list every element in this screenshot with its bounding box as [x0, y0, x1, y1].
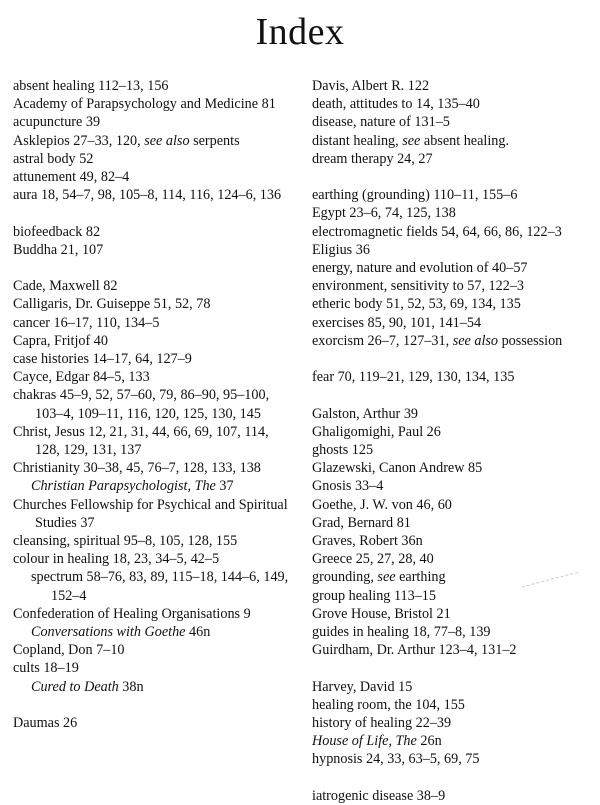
index-entry-title: Cured to Death: [31, 678, 119, 695]
index-entry: [312, 368, 597, 386]
index-entry: [312, 459, 597, 477]
index-entry-text: fear 70, 119–21, 129, 130, 134, 135: [312, 369, 515, 386]
index-cross-reference-target: earthing: [395, 569, 446, 586]
index-entry: [312, 150, 597, 168]
index-entry-text: 37: [215, 478, 234, 495]
index-entry: [13, 459, 295, 477]
index-entry-text: colour in healing 18, 23, 34–5, 42–5: [13, 551, 220, 568]
index-entry: [312, 204, 597, 222]
index-entry-text: distant healing,: [312, 132, 403, 149]
index-entry: [13, 295, 295, 313]
index-entry-text: 38n: [118, 678, 144, 695]
index-entry: [312, 641, 597, 659]
index-entry: [312, 277, 597, 295]
index-entry: [13, 568, 295, 604]
index-entry-text: Davis, Albert R. 122: [312, 78, 430, 94]
index-cross-reference: see: [402, 132, 421, 149]
index-entry-text: Cayce, Edgar 84–5, 133: [13, 369, 150, 386]
index-entry-text: cults 18–19: [13, 660, 79, 677]
index-entry-text: iatrogenic disease 38–9: [312, 787, 446, 804]
index-entry-text: Guirdham, Dr. Arthur 123–4, 131–2: [312, 642, 517, 659]
index-entry: [13, 605, 295, 623]
index-entry-text: 26n: [416, 733, 442, 750]
index-entry-text: Glazewski, Canon Andrew 85: [312, 460, 483, 477]
pencil-mark: [520, 570, 582, 590]
index-entry: [13, 477, 295, 495]
index-entry-text: Egypt 23–6, 74, 125, 138: [312, 205, 456, 222]
index-entry: [312, 132, 597, 150]
index-entry-text: healing room, the 104, 155: [312, 696, 465, 713]
index-entry-text: Grove House, Bristol 21: [312, 605, 451, 622]
index-entry: [312, 732, 597, 750]
index-entry: [13, 77, 295, 95]
index-entry: [312, 113, 597, 131]
index-entry: [13, 714, 295, 732]
index-entry: [13, 95, 295, 113]
index-entry: [312, 405, 597, 423]
index-entry: [312, 678, 597, 696]
index-entry-text: cleansing, spiritual 95–8, 105, 128, 155: [13, 533, 238, 550]
index-entry-text: energy, nature and evolution of 40–57: [312, 260, 528, 277]
index-entry: [13, 659, 295, 677]
index-entry: [13, 350, 295, 368]
index-cross-reference-target: absent healing.: [420, 132, 510, 149]
index-entry: [13, 113, 295, 131]
index-entry-text: attunement 49, 82–4: [13, 169, 130, 186]
index-entry-text: grounding,: [312, 569, 378, 586]
index-cross-reference-target: serpents: [189, 132, 240, 149]
index-entry-text: Grad, Bernard 81: [312, 514, 411, 531]
index-column-right: [312, 77, 597, 805]
index-entry: [13, 277, 295, 295]
index-entry: [13, 368, 295, 386]
index-cross-reference: see also: [452, 332, 499, 349]
index-entry: [312, 223, 597, 241]
index-entry-text: cancer 16–17, 110, 134–5: [13, 314, 160, 331]
index-cross-reference-target: possession: [498, 332, 563, 349]
index-entry-text: case histories 14–17, 64, 127–9: [13, 351, 192, 368]
index-entry-text: disease, nature of 131–5: [312, 114, 450, 131]
index-entry: [13, 550, 295, 568]
index-entry: [312, 550, 597, 568]
index-entry: [312, 77, 597, 95]
index-entry-text: Academy of Parapsychology and Medicine 81: [13, 96, 276, 113]
index-entry-text: exorcism 26–7, 127–31,: [312, 332, 453, 349]
index-entry-text: Asklepios 27–33, 120,: [13, 132, 145, 149]
index-entry: [13, 241, 295, 259]
index-entry: [312, 477, 597, 495]
index-entry: [312, 332, 597, 350]
index-entry-text: aura 18, 54–7, 98, 105–8, 114, 116, 124–6, 136: [13, 187, 282, 204]
index-entry-text: hypnosis 24, 33, 63–5, 69, 75: [312, 751, 480, 768]
index-entry-text: Buddha 21, 107: [13, 241, 104, 258]
index-entry-text: Galston, Arthur 39: [312, 405, 419, 422]
index-entry-text: etheric body 51, 52, 53, 69, 134, 135: [312, 296, 521, 313]
index-entry-text: Calligaris, Dr. Guiseppe 51, 52, 78: [13, 296, 211, 313]
index-entry: [312, 423, 597, 441]
index-entry-text: earthing (grounding) 110–11, 155–6: [312, 187, 518, 204]
index-entry: [312, 95, 597, 113]
index-entry-text: Graves, Robert 36n: [312, 533, 423, 550]
index-entry-text: Daumas 26: [13, 715, 78, 732]
index-entry: [13, 150, 295, 168]
index-entry: [13, 223, 295, 241]
index-entry-title: House of Life, The: [312, 733, 417, 750]
index-entry-text: guides in healing 18, 77–8, 139: [312, 624, 491, 641]
index-entry: [312, 186, 597, 204]
index-entry-text: electromagnetic fields 54, 64, 66, 86, 122–3: [312, 223, 562, 240]
index-entry: [312, 496, 597, 514]
index-entry-text: environment, sensitivity to 57, 122–3: [312, 278, 525, 295]
index-entry: [312, 441, 597, 459]
index-entry-text: Greece 25, 27, 28, 40: [312, 551, 434, 568]
index-column-left: [13, 77, 295, 732]
index-entry: [13, 314, 295, 332]
index-entry: [13, 168, 295, 186]
index-entry-title: Conversations with Goethe: [31, 624, 186, 641]
index-entry: [312, 623, 597, 641]
index-entry-title: Christian Parapsychologist, The: [31, 478, 216, 495]
index-entry: [312, 787, 597, 805]
index-entry-text: Copland, Don 7–10: [13, 642, 125, 659]
index-entry: [13, 132, 295, 150]
index-entry: [312, 714, 597, 732]
index-entry: [13, 641, 295, 659]
index-entry: [312, 314, 597, 332]
index-entry-text: dream therapy 24, 27: [312, 150, 433, 167]
index-entry: [13, 532, 295, 550]
index-entry-text: Christ, Jesus 12, 21, 31, 44, 66, 69, 107, 114, 128, 129, 131, 137: [13, 423, 269, 459]
index-entry: [13, 496, 295, 532]
page-title: Index: [255, 11, 345, 53]
index-entry-text: history of healing 22–39: [312, 715, 452, 732]
index-entry-text: spectrum 58–76, 83, 89, 115–18, 144–6, 149, 152–4: [31, 569, 289, 604]
index-cross-reference: see: [377, 569, 396, 586]
index-entry-text: biofeedback 82: [13, 223, 101, 240]
index-entry-text: absent healing 112–13, 156: [13, 78, 169, 94]
index-entry-text: astral body 52: [13, 150, 94, 167]
index-entry-text: Churches Fellowship for Psychical and Spiritual Studies 37: [13, 496, 288, 531]
index-entry: [13, 423, 295, 459]
index-entry-text: Gnosis 33–4: [312, 478, 384, 495]
index-entry: [312, 750, 597, 768]
index-entry-text: 46n: [185, 624, 211, 641]
index-entry-text: Goethe, J. W. von 46, 60: [312, 496, 452, 513]
index-entry-text: Capra, Fritjof 40: [13, 332, 108, 349]
index-entry-text: ghosts 125: [312, 442, 374, 459]
index-entry-text: chakras 45–9, 52, 57–60, 79, 86–90, 95–100, 103–4, 109–11, 116, 120, 125, 130, 145: [13, 387, 270, 422]
index-entry-text: Ghaligomighi, Paul 26: [312, 423, 441, 440]
index-entry: [312, 605, 597, 623]
index-entry: [13, 386, 295, 422]
index-entry-text: Confederation of Healing Organisations 9: [13, 605, 251, 622]
index-entry-text: group healing 113–15: [312, 587, 436, 604]
index-entry: [13, 623, 295, 641]
index-entry: [312, 295, 597, 313]
index-entry-text: Christianity 30–38, 45, 76–7, 128, 133, 138: [13, 460, 261, 477]
index-entry-text: Harvey, David 15: [312, 678, 413, 695]
index-entry: [13, 186, 295, 204]
index-cross-reference: see also: [144, 132, 190, 149]
index-entry: [312, 696, 597, 714]
index-entry-text: acupuncture 39: [13, 114, 101, 131]
index-entry: [312, 241, 597, 259]
index-entry-text: Cade, Maxwell 82: [13, 278, 118, 295]
index-entry-text: exercises 85, 90, 101, 141–54: [312, 314, 482, 331]
index-entry: [312, 514, 597, 532]
index-entry: [312, 532, 597, 550]
index-entry: [13, 332, 295, 350]
index-entry: [312, 259, 597, 277]
index-entry-text: death, attitudes to 14, 135–40: [312, 96, 480, 113]
index-entry: [13, 678, 295, 696]
index-entry-text: Eligius 36: [312, 241, 370, 258]
